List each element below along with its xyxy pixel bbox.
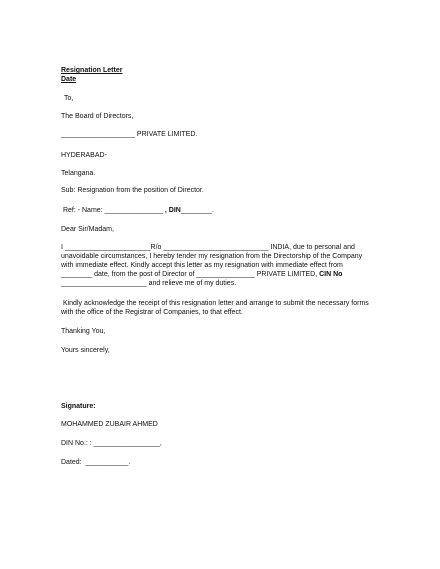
- body-line-5: ______________________ and relieve me of my duties.: [61, 280, 237, 287]
- signer-name: MOHAMMED ZUBAIR AHMED: [61, 421, 158, 428]
- acknowledge-line-2: with the office of the Registrar of Companies, to that effect.: [61, 309, 243, 316]
- body-line-3: with immediate effect. Kindly accept this letter as my resignation with immediate effect from: [61, 262, 343, 269]
- acknowledge-line-1: Kindly acknowledge the receipt of this resignation letter and arrange to submit the necessary forms: [61, 300, 369, 307]
- din-line: DIN No.: : _________________,: [61, 440, 162, 447]
- recipient-line: The Board of Directors,: [61, 113, 134, 120]
- greeting-line: Dear Sir/Madam,: [61, 226, 114, 233]
- city-line: HYDERABAD-: [61, 152, 107, 159]
- body-line-2: unavoidable circumstances, I hereby tender my resignation from the Directorship of the Company: [61, 253, 363, 260]
- salutation-to: To,: [64, 95, 74, 102]
- cin-label: CIN No: [319, 271, 343, 278]
- subject-line: Sub: Resignation from the position of Director.: [61, 187, 204, 194]
- reference-din-blank: ________.: [180, 207, 214, 214]
- closing-line: Yours sincerely,: [61, 347, 110, 354]
- dated-line: Dated: ___________.: [61, 459, 131, 466]
- signature-label: Signature:: [61, 403, 96, 410]
- letter-title: Resignation Letter: [61, 67, 123, 74]
- company-line: ___________________ PRIVATE LIMITED.: [61, 131, 198, 138]
- reference-din-label: , DIN: [164, 207, 181, 214]
- reference-line: [61, 206, 214, 216]
- body-line-1: I ______________________R/o ___________________________ INDIA, due to personal and: [61, 244, 355, 251]
- thanking-line: Thanking You,: [61, 328, 106, 335]
- state-line: Telangana.: [61, 170, 96, 177]
- letter-date-label: Date: [61, 76, 77, 83]
- body-line-4-text: ________ date, from the post of Director of _______________ PRIVATE LIMITED,: [61, 271, 320, 278]
- reference-name: Ref: - Name: _______________: [61, 207, 165, 214]
